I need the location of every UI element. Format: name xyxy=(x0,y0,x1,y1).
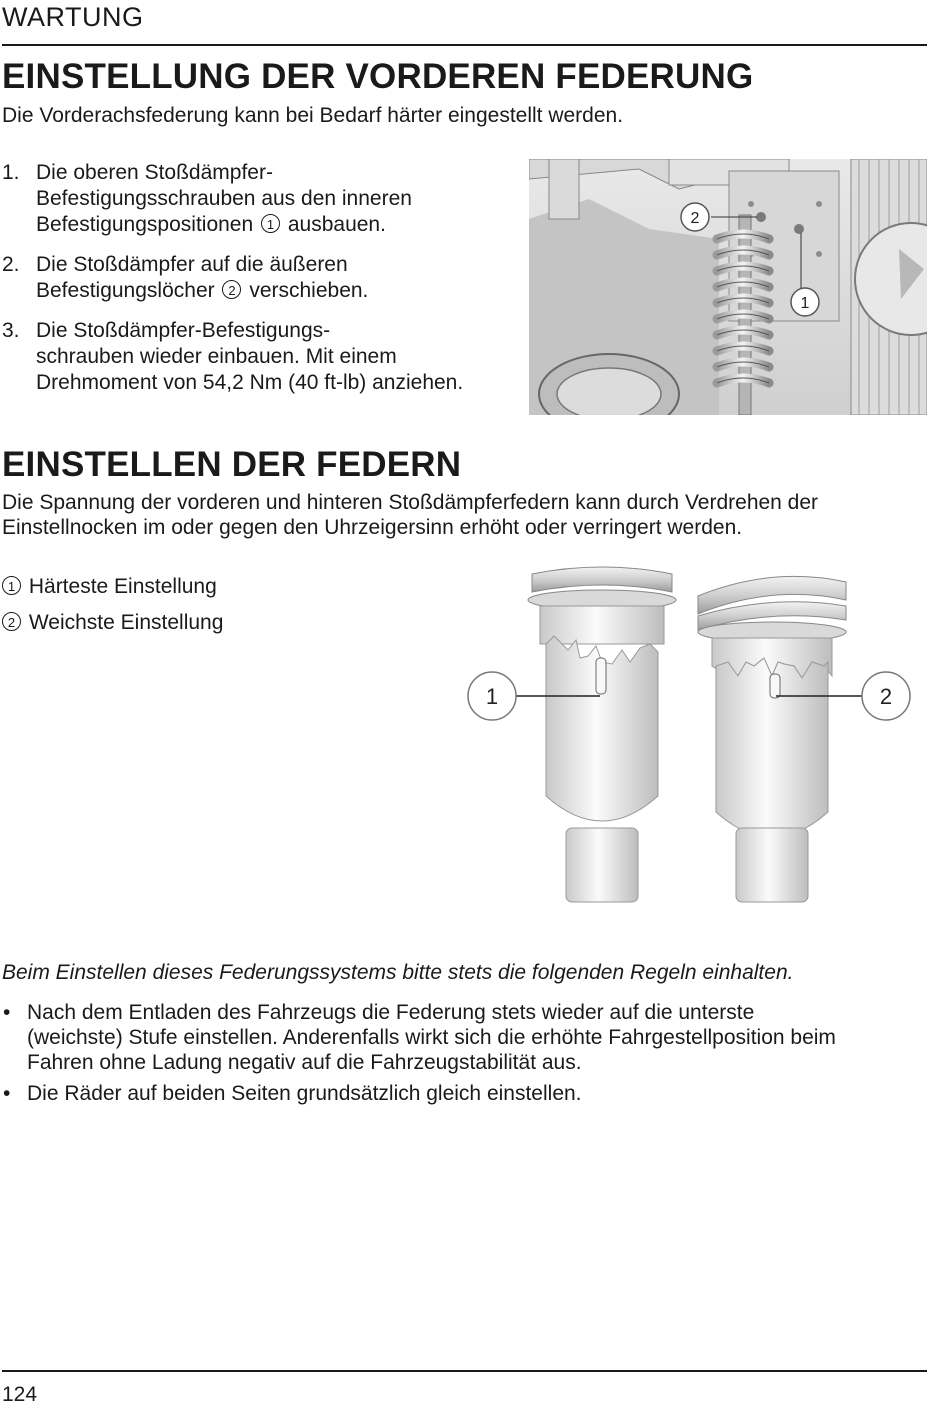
header-rule xyxy=(2,44,927,46)
step-text: Die Stoßdämpfer-Befestigungs- xyxy=(36,319,331,342)
svg-text:1: 1 xyxy=(800,295,810,312)
step-text: Die Stoßdämpfer auf die äußeren xyxy=(36,253,348,276)
step-text: Befestigungspositionen xyxy=(36,213,254,236)
step-text: Befestigungsschrauben aus den inneren xyxy=(36,187,412,210)
legend-item-hardest xyxy=(2,574,217,600)
intro-line: Die Spannung der vorderen und hinteren Stoßdämpferfedern kann durch Verdrehen der xyxy=(2,491,819,514)
page-number: 124 xyxy=(2,1383,38,1406)
step-text: verschieben. xyxy=(249,279,369,302)
section-title-front-suspension: EINSTELLUNG DER VORDEREN FEDERUNG xyxy=(2,57,754,96)
callout-1 xyxy=(468,672,516,720)
callout-1 xyxy=(791,288,819,316)
shock-absorber-left-icon xyxy=(528,567,676,902)
section-intro: Die Vorderachsfederung kann bei Bedarf härter eingestellt werden. xyxy=(2,104,624,127)
rules-list xyxy=(2,1000,927,1112)
callout-2 xyxy=(681,203,709,231)
step-2 xyxy=(2,252,512,304)
bullet-icon: • xyxy=(3,1082,11,1105)
step-1 xyxy=(2,160,512,238)
list-item xyxy=(2,1000,927,1075)
step-number: 2. xyxy=(2,253,20,276)
section-intro xyxy=(2,490,927,540)
legend-label: Weichste Einstellung xyxy=(28,611,224,634)
circled-number-marker: 2 xyxy=(222,280,241,299)
step-text: Befestigungslöcher xyxy=(36,279,215,302)
step-text: Drehmoment von 54,2 Nm (40 ft-lb) anziehen. xyxy=(36,371,464,394)
legend-label: Härteste Einstellung xyxy=(28,575,217,598)
step-text: Die oberen Stoßdämpfer- xyxy=(36,161,273,184)
rules-intro-note: Beim Einstellen dieses Federungssystems bitte stets die folgenden Regeln einhalten. xyxy=(2,961,794,984)
rule-text: Die Räder auf beiden Seiten grundsätzlich gleich einstellen. xyxy=(27,1082,582,1105)
circled-number-marker: 1 xyxy=(2,576,21,595)
rule-text: Nach dem Entladen des Fahrzeugs die Federung stets wieder auf die unterste xyxy=(27,1001,755,1024)
circled-number-marker: 2 xyxy=(2,612,21,631)
spring-preload-cam-illustration xyxy=(462,566,922,910)
instruction-steps xyxy=(2,160,512,410)
svg-text:2: 2 xyxy=(879,684,893,709)
svg-text:1: 1 xyxy=(485,684,499,709)
step-number: 3. xyxy=(2,319,20,342)
step-3 xyxy=(2,318,512,396)
footer-rule xyxy=(2,1370,927,1372)
legend-item-softest xyxy=(2,610,223,636)
rule-text: (weichste) Stufe einstellen. Anderenfalls wirkt sich die erhöhte Fahrgestellposition beim xyxy=(27,1026,836,1049)
circled-number-marker: 1 xyxy=(261,214,280,233)
section-title-spring-adjustment: EINSTELLEN DER FEDERN xyxy=(2,445,462,484)
front-suspension-illustration xyxy=(529,159,927,415)
step-text: ausbauen. xyxy=(287,213,386,236)
step-text: schrauben wieder einbauen. Mit einem xyxy=(36,345,397,368)
intro-line: Einstellnocken im oder gegen den Uhrzeigersinn erhöht oder verringert werden. xyxy=(2,516,743,539)
step-number: 1. xyxy=(2,161,20,184)
shock-absorber-right-icon xyxy=(698,576,846,902)
svg-text:2: 2 xyxy=(690,210,700,227)
list-item xyxy=(2,1081,927,1106)
bullet-icon: • xyxy=(3,1001,11,1024)
running-header: WARTUNG xyxy=(2,2,144,32)
callout-2 xyxy=(862,672,910,720)
rule-text: Fahren ohne Ladung negativ auf die Fahrzeugstabilität aus. xyxy=(27,1051,582,1074)
